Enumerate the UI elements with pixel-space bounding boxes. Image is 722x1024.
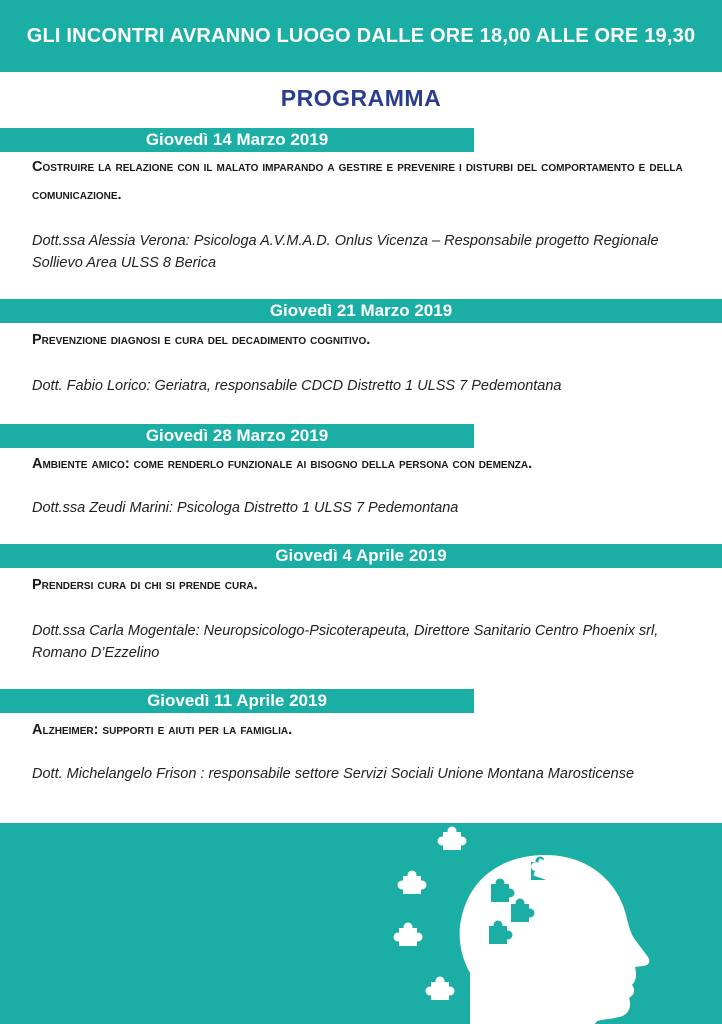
footer-band xyxy=(0,823,722,1024)
session-date-bar xyxy=(0,689,474,713)
page-title: PROGRAMMA xyxy=(280,85,442,111)
session-speaker: Dott.ssa Zeudi Marini: Psicologa Distretto 1 ULSS 7 Pedemontana xyxy=(32,500,459,516)
session-date-bar xyxy=(0,299,722,323)
session-date: Giovedì 28 Marzo 2019 xyxy=(145,426,329,445)
session-speaker: Dott.ssa Alessia Verona: Psicologa A.V.M.A.D. Onlus Vicenza – Responsabile progetto Regionale Sollievo Area ULSS 8 Berica xyxy=(32,233,659,271)
session-date: Giovedì 14 Marzo 2019 xyxy=(145,130,329,149)
session-date: Giovedì 4 Aprile 2019 xyxy=(275,546,447,565)
session-topic: Prevenzione diagnosi e cura del decadimento cognitivo. xyxy=(32,332,371,348)
head-puzzle-icon xyxy=(0,823,722,1024)
session-topic: Ambiente amico: come renderlo funzionale ai bisogno della persona con demenza. xyxy=(32,456,533,472)
session-speaker: Dott.ssa Carla Mogentale: Neuropsicologo-Psicoterapeuta, Direttore Sanitario Centro Phoenix srl, Romano D’Ezzelino xyxy=(32,623,659,661)
session-date: Giovedì 11 Aprile 2019 xyxy=(147,691,327,710)
header-banner xyxy=(0,0,722,72)
session-date-bar xyxy=(0,424,474,448)
session-speaker: Dott. Michelangelo Frison : responsabile settore Servizi Sociali Unione Montana Marosticense xyxy=(32,766,635,782)
session-date-bar xyxy=(0,544,722,568)
session-topic: Prendersi cura di chi si prende cura. xyxy=(32,577,258,593)
session-speaker: Dott. Fabio Lorico: Geriatra, responsabile CDCD Distretto 1 ULSS 7 Pedemontana xyxy=(32,378,562,394)
session-date: Giovedì 21 Marzo 2019 xyxy=(269,301,453,320)
schedule-notice: GLI INCONTRI AVRANNO LUOGO DALLE ORE 18,00 ALLE ORE 19,30 xyxy=(26,24,696,47)
session-date-bar xyxy=(0,128,474,152)
session-topic: Alzheimer: supporti e aiuti per la famiglia. xyxy=(32,722,293,738)
session-topic: Costruire la relazione con il malato imparando a gestire e prevenire i disturbi del comportamento e della comunicazione. xyxy=(32,159,683,203)
